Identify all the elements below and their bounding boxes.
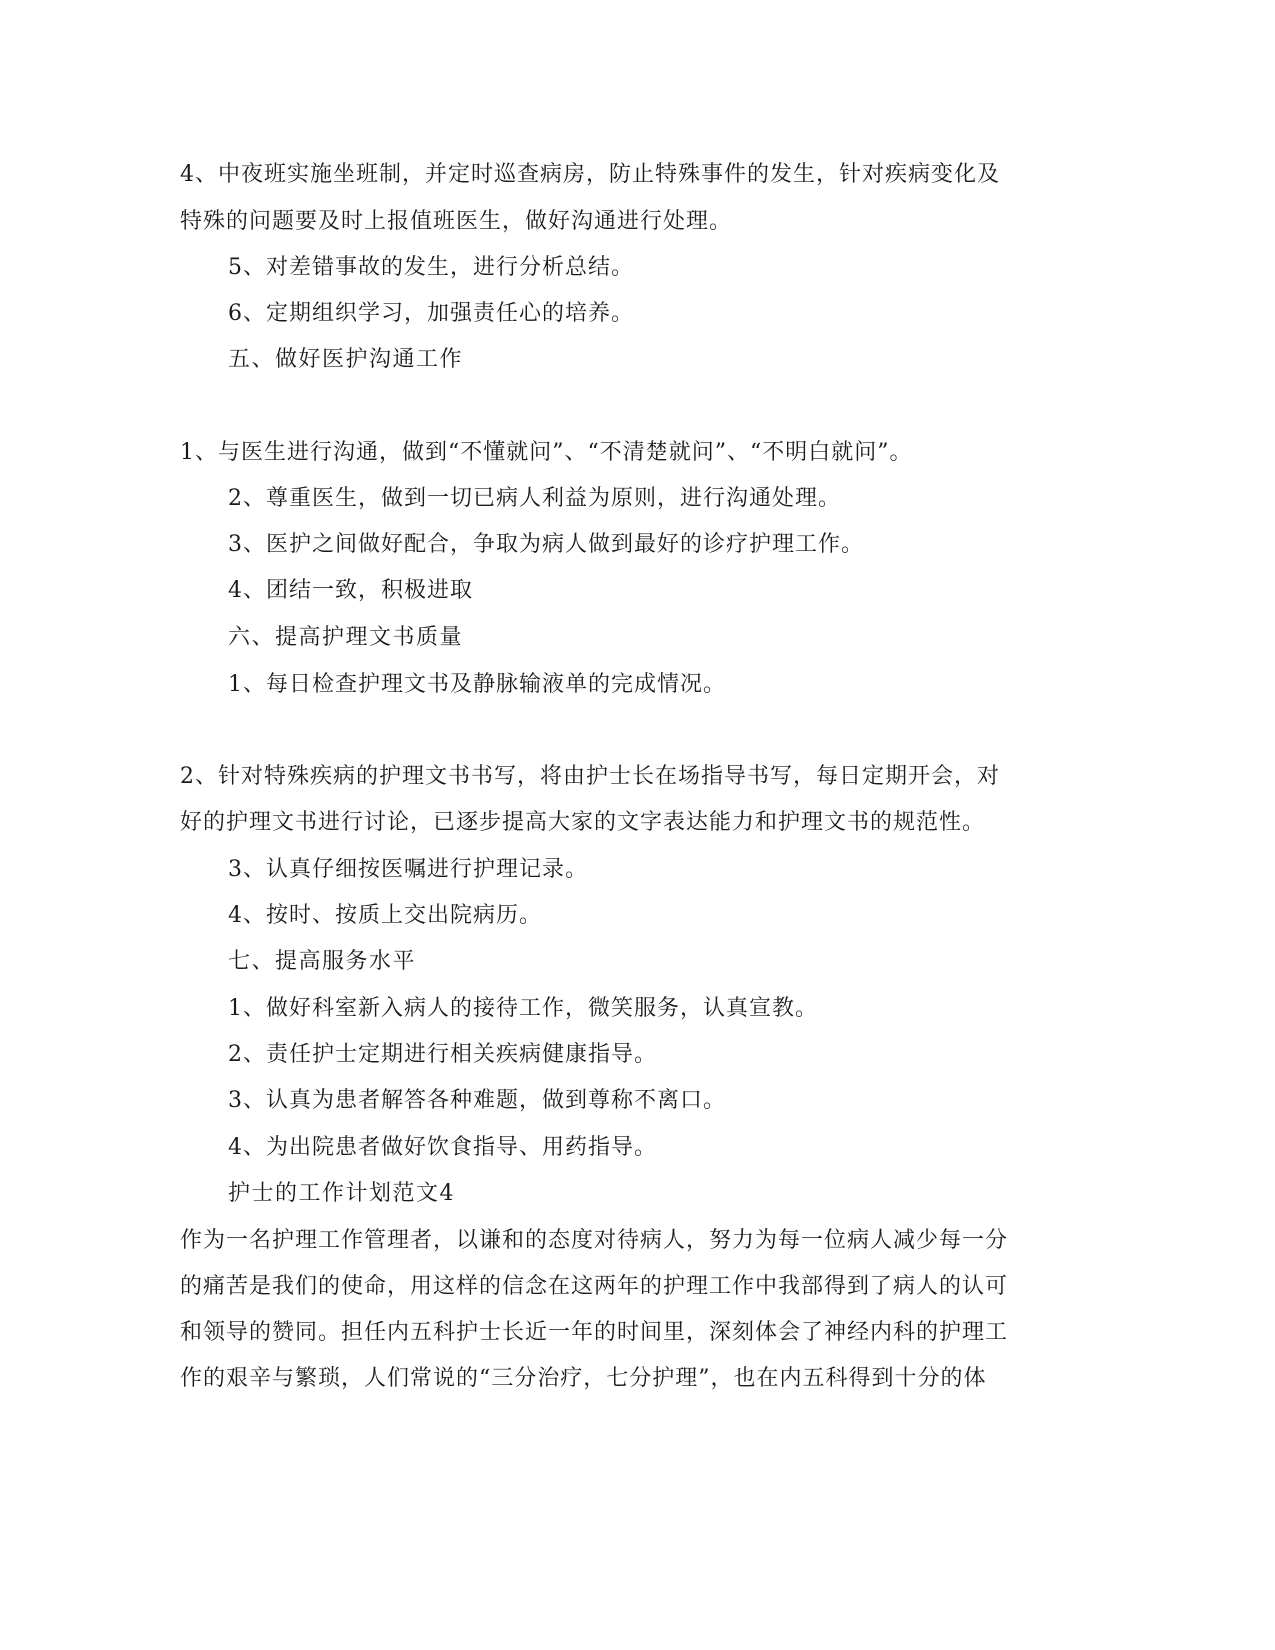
- section-heading: 五、做好医护沟通工作: [228, 347, 464, 372]
- text-line: 作的艰辛与繁琐，人们常说的“三分治疗，七分护理”，也在内五科得到十分的体: [180, 1366, 987, 1391]
- text-line: 3、认真为患者解答各种难题，做到尊称不离口。: [228, 1088, 726, 1113]
- text-line: 6、定期组织学习，加强责任心的培养。: [228, 301, 634, 326]
- text-line: 3、医护之间做好配合，争取为病人做到最好的诊疗护理工作。: [228, 532, 864, 557]
- section-heading: 护士的工作计划范文4: [228, 1181, 455, 1206]
- text-line: 4、按时、按质上交出院病历。: [228, 903, 542, 928]
- section-heading: 七、提高服务水平: [228, 949, 417, 974]
- text-line: 2、针对特殊疾病的护理文书书写，将由护士长在场指导书写，每日定期开会，对: [180, 764, 1000, 789]
- text-line: 的痛苦是我们的使命，用这样的信念在这两年的护理工作中我部得到了病人的认可: [180, 1274, 1009, 1299]
- text-line: 和领导的赞同。担任内五科护士长近一年的时间里，深刻体会了神经内科的护理工: [180, 1320, 1009, 1345]
- text-line: 3、认真仔细按医嘱进行护理记录。: [228, 857, 588, 882]
- text-line: 4、为出院患者做好饮食指导、用药指导。: [228, 1135, 657, 1160]
- section-heading: 六、提高护理文书质量: [228, 625, 464, 650]
- text-line: 1、与医生进行沟通，做到“不懂就问”、“不清楚就问”、“不明白就问”。: [180, 440, 913, 465]
- text-line: 2、责任护士定期进行相关疾病健康指导。: [228, 1042, 657, 1067]
- text-line: 好的护理文书进行讨论，已逐步提高大家的文字表达能力和护理文书的规范性。: [180, 810, 986, 835]
- text-line: 特殊的问题要及时上报值班医生，做好沟通进行处理。: [180, 209, 733, 234]
- text-line: 1、做好科室新入病人的接待工作，微笑服务，认真宣教。: [228, 996, 818, 1021]
- text-line: 作为一名护理工作管理者，以谦和的态度对待病人，努力为每一位病人减少每一分: [180, 1228, 1009, 1253]
- text-line: 5、对差错事故的发生，进行分析总结。: [228, 255, 634, 280]
- text-line: 4、中夜班实施坐班制，并定时巡查病房，防止特殊事件的发生，针对疾病变化及: [180, 162, 1000, 187]
- text-line: 2、尊重医生，做到一切已病人利益为原则，进行沟通处理。: [228, 486, 841, 511]
- text-line: 4、团结一致，积极进取: [228, 578, 473, 603]
- text-line: 1、每日检查护理文书及静脉输液单的完成情况。: [228, 672, 726, 697]
